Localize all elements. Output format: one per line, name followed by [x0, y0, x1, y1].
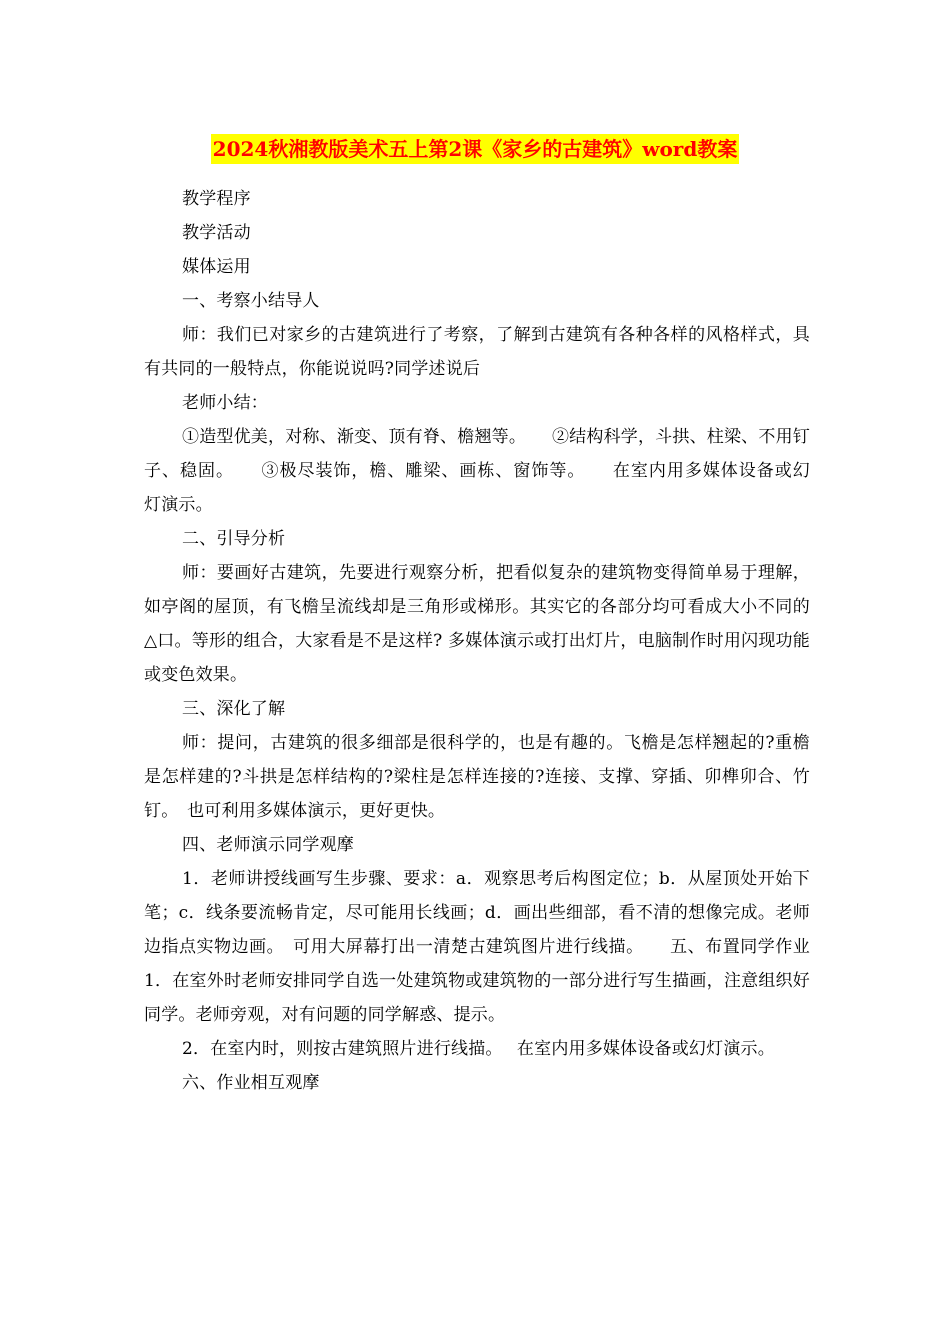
section-heading-1: 一、考察小结导人 — [182, 291, 320, 311]
document-body — [144, 182, 862, 1100]
section-heading-6: 六、作业相互观摩 — [182, 1073, 320, 1093]
section-heading-2: 二、引导分析 — [182, 529, 286, 549]
paragraph-teaching-procedure: 教学程序 — [182, 189, 251, 209]
title-container — [0, 134, 950, 164]
paragraph-demo-steps: 1．老师讲授线画写生步骤、要求：a．观察思考后构图定位；b．从屋顶处开始下笔；c．线条要流畅肯定，尽可能用长线画；d．画出些细部，看不清的想像完成。老师边指点实物边画。 可用大屏幕打出一清楚古建筑图片进行线描。 五、布置同学作业 1．在室外时老师安排同学自选一处建筑物或建筑物的一部分进行写生描画，注意组织好同学。老师旁观，对有问题的同学解惑、提示。 — [144, 869, 862, 1025]
document-title: 2024秋湘教版美术五上第2课《家乡的古建筑》word教案 — [211, 134, 740, 164]
paragraph-teacher-summary-label: 老师小结： — [182, 393, 268, 413]
paragraph-analysis: 师：要画好古建筑，先要进行观察分析，把看似复杂的建筑物变得简单易于理解，如亭阁的屋顶，有飞檐呈流线却是三角形或梯形。其实它的各部分均可看成大小不同的△口。等形的组合，大家看是不是这样? 多媒体演示或打出灯片，电脑制作时用闪现功能或变色效果。 — [144, 563, 810, 685]
section-heading-4: 四、老师演示同学观摩 — [182, 835, 354, 855]
paragraph-teacher-intro: 师：我们已对家乡的古建筑进行了考察，了解到古建筑有各种各样的风格样式，具有共同的一般特点，你能说说吗?同学述说后 — [144, 325, 810, 379]
paragraph-media-use: 媒体运用 — [182, 257, 251, 277]
paragraph-deepen: 师：提问，古建筑的很多细部是很科学的，也是有趣的。飞檐是怎样翘起的?重檐是怎样建的?斗拱是怎样结构的?梁柱是怎样连接的?连接、支撑、穿插、卯榫卯合、竹钉。 也可利用多媒体演示，更好更快。 — [144, 733, 810, 821]
section-heading-3: 三、深化了解 — [182, 699, 286, 719]
paragraph-summary-points: ①造型优美，对称、渐变、顶有脊、檐翘等。 ②结构科学，斗拱、柱梁、不用钉子、稳固。 ③极尽装饰，檐、雕梁、画栋、窗饰等。 在室内用多媒体设备或幻 灯演示。 — [144, 427, 845, 515]
paragraph-teaching-activity: 教学活动 — [182, 223, 251, 243]
paragraph-indoor: 2．在室内时，则按古建筑照片进行线描。 在室内用多媒体设备或幻灯演示。 — [182, 1039, 775, 1059]
